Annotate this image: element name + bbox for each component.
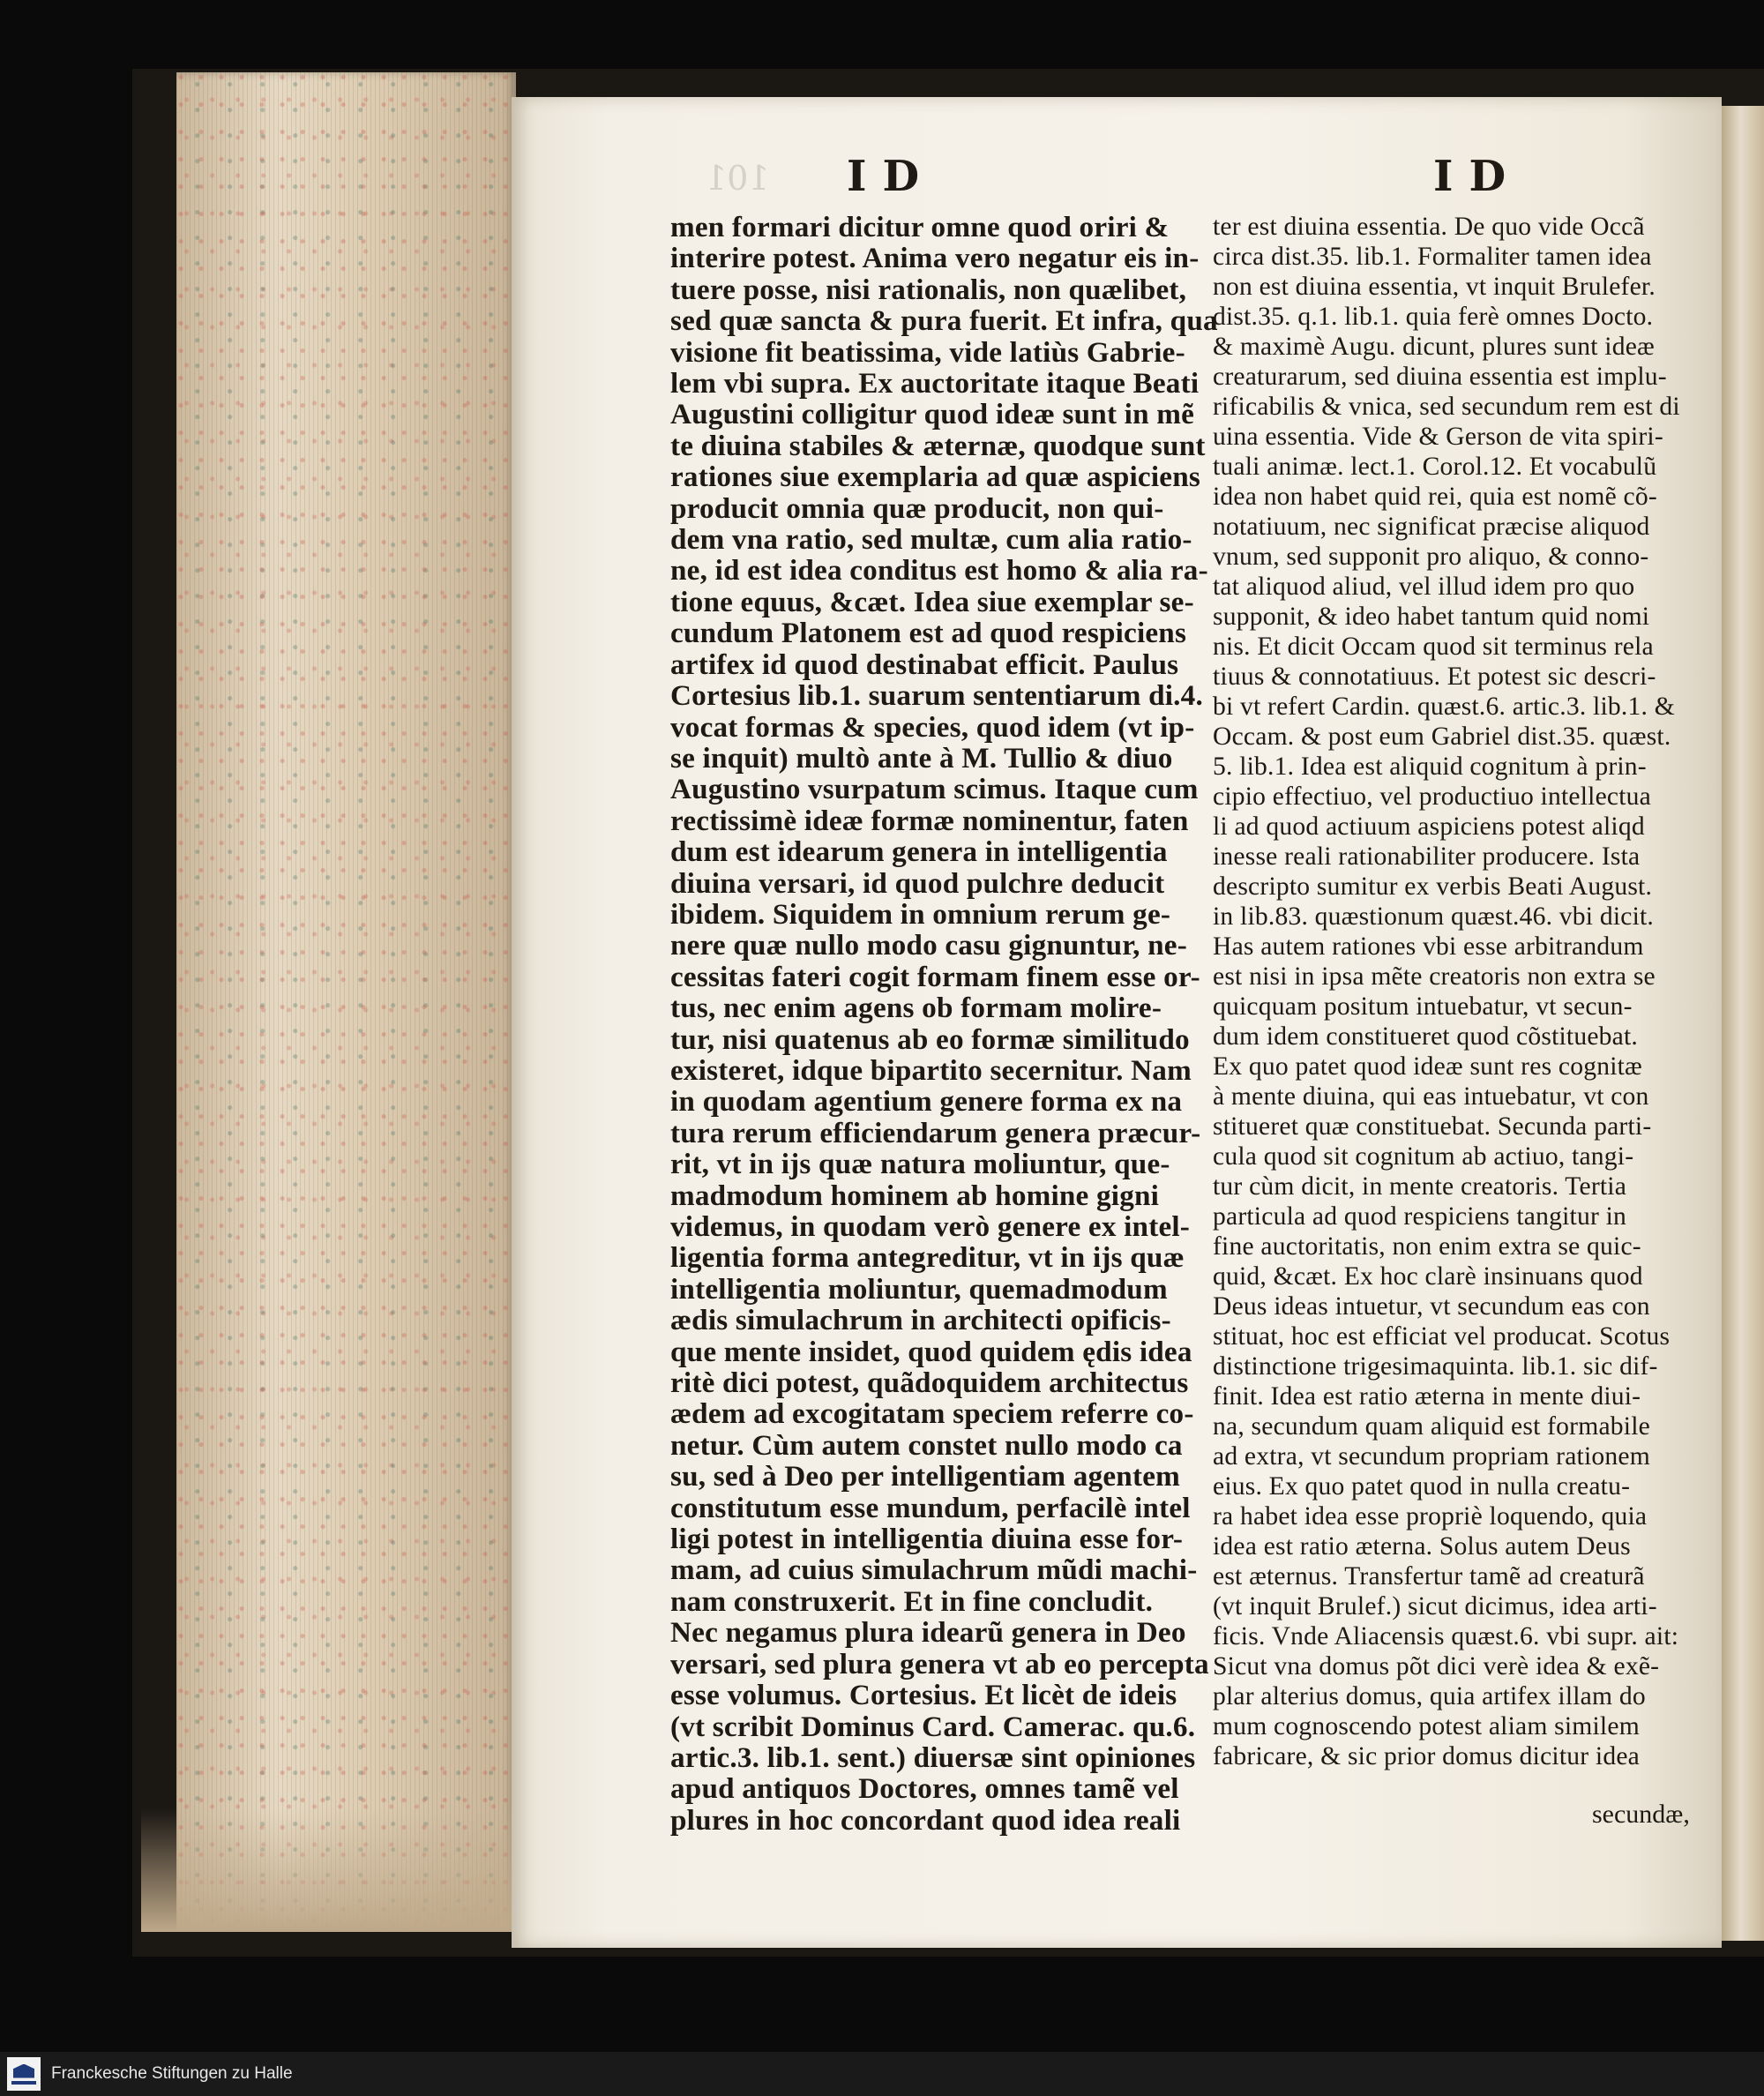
- left-column-line: lem vbi supra. Ex auctoritate itaque Beati: [670, 367, 1200, 400]
- left-column-line: diuina versari, id quod pulchre deducit: [670, 866, 1165, 900]
- left-column-line: tus, nec enim agens ob formam molire-: [670, 992, 1162, 1025]
- left-column-line: apud antiquos Doctores, omnes tamẽ vel: [670, 1772, 1179, 1806]
- text-column-left: [670, 211, 1218, 1837]
- left-column-line: tura rerum efficiendarum genera præcur-: [670, 1116, 1201, 1149]
- right-column-line: quid, &cæt. Ex hoc clarè insinuans quod: [1213, 1262, 1643, 1291]
- left-column-line: constitutum esse mundum, perfacilè intel: [670, 1491, 1191, 1524]
- right-column-line: Sicut vna domus põt dici verè idea & exẽ-: [1213, 1652, 1660, 1681]
- left-column-line: mam, ad cuius simulachrum mũdi machi-: [670, 1553, 1198, 1587]
- right-column-line: distinctione trigesimaquinta. lib.1. sic dif-: [1213, 1352, 1658, 1381]
- right-column-line: fabricare, & sic prior domus dicitur idea: [1213, 1742, 1640, 1770]
- right-column-line: circa dist.35. lib.1. Formaliter tamen idea: [1213, 243, 1652, 271]
- left-column-line: madmodum hominem ab homine gigni: [670, 1179, 1160, 1212]
- page-edges-lower: [141, 1808, 512, 1932]
- right-column-line: ter est diuina essentia. De quo vide Occã: [1213, 213, 1645, 241]
- right-column-line: particula ad quod respiciens tangitur in: [1213, 1202, 1627, 1231]
- right-column-line: ficis. Vnde Aliacensis quæst.6. vbi supr. ait:: [1213, 1622, 1679, 1651]
- right-column-line: idea est ratio æterna. Solus autem Deus: [1213, 1532, 1631, 1561]
- left-column-line: netur. Cùm autem constet nullo modo ca: [670, 1428, 1183, 1462]
- left-column-line: nam construxerit. Et in fine concludit.: [670, 1584, 1154, 1618]
- right-column-line: tur cùm dicit, in mente creatoris. Tertia: [1213, 1172, 1627, 1201]
- right-column-line: Has autem rationes vbi esse arbitrandum: [1213, 932, 1644, 961]
- left-column-line: videmus, in quodam verò genere ex intel-: [670, 1210, 1191, 1243]
- left-column-line: existeret, idque bipartito secernitur. Nam: [670, 1053, 1192, 1087]
- left-column-line: ligi potest in intelligentia diuina esse for-: [670, 1523, 1184, 1556]
- right-column-line: fine auctoritatis, non enim extra se quic-: [1213, 1232, 1641, 1261]
- right-column-line: Ex quo patet quod ideæ sunt res cognitæ: [1213, 1052, 1642, 1081]
- left-column-line: Augustino vsurpatum scimus. Itaque cum: [670, 773, 1199, 806]
- left-column-line: intelligentia moliuntur, quemadmodum: [670, 1272, 1168, 1306]
- left-column-line: artic.3. lib.1. sent.) diuersæ sint opiniones: [670, 1740, 1196, 1774]
- right-column-line: est nisi in ipsa mẽte creatoris non extra se: [1213, 962, 1656, 991]
- right-column-line: stituat, hoc est efficiat vel producat. Scotus: [1213, 1322, 1671, 1351]
- right-column-line: ad extra, vt secundum propriam rationem: [1213, 1442, 1650, 1471]
- left-column-line: interire potest. Anima vero negatur eis in-: [670, 242, 1200, 275]
- right-column-line: li ad quod actiuum aspiciens potest aliqd: [1213, 812, 1645, 841]
- left-column-line: producit omnia quæ producit, non qui-: [670, 491, 1164, 525]
- right-column-line: in lib.83. quæstionum quæst.46. vbi dicit.: [1213, 902, 1655, 931]
- right-column-line: & maximè Augu. dicunt, plures sunt ideæ: [1213, 333, 1655, 361]
- left-column-line: te diuina stabiles & æternæ, quodque sunt: [670, 429, 1206, 462]
- left-column-line: dum est idearum genera in intelligentia: [670, 835, 1168, 869]
- left-column-line: plures in hoc concordant quod idea reali: [670, 1803, 1181, 1837]
- right-column-line: vnum, sed supponit pro aliquo, & conno-: [1213, 543, 1649, 571]
- right-column-line: cipio effectiuo, vel productiuo intellectua: [1213, 782, 1651, 811]
- left-column-line: cessitas fateri cogit formam finem esse or-: [670, 960, 1200, 993]
- right-column-line: descripto sumitur ex verbis Beati August.: [1213, 872, 1653, 901]
- show-through-page-number: 101: [706, 159, 770, 198]
- right-column-line: na, secundum quam aliquid est formabile: [1213, 1412, 1650, 1441]
- francke-foundations-logo-icon: [7, 2057, 41, 2091]
- right-column-line: à mente diuina, qui eas intuebatur, vt con: [1213, 1082, 1649, 1111]
- left-column-line: Nec negamus plura idearũ genera in Deo: [670, 1616, 1186, 1650]
- right-column-line: finit. Idea est ratio æterna in mente diui-: [1213, 1382, 1641, 1411]
- running-head-right: ID: [1433, 152, 1522, 201]
- right-column-line: Occam. & post eum Gabriel dist.35. quæst.: [1213, 722, 1671, 751]
- left-column-line: versari, sed plura genera vt ab eo percepta: [670, 1647, 1209, 1681]
- right-column-line: rificabilis & vnica, sed secundum rem est di: [1213, 393, 1680, 421]
- right-column-line: (vt inquit Brulef.) sicut dicimus, idea arti-: [1213, 1592, 1657, 1621]
- left-column-line: ne, id est idea conditus est homo & alia ra-: [670, 554, 1208, 588]
- left-column-line: tuere posse, nisi rationalis, non quælibet,: [670, 273, 1187, 306]
- right-column-line: quicquam positum intuebatur, vt secun-: [1213, 992, 1633, 1021]
- left-column-line: rationes siue exemplaria ad quæ aspiciens: [670, 460, 1200, 494]
- right-column-line: eius. Ex quo patet quod in nulla creatu-: [1213, 1472, 1631, 1501]
- right-column-line: stitueret quæ constituebat. Secunda parti-: [1213, 1112, 1652, 1141]
- right-column-line: inesse reali rationabiliter producere. Ista: [1213, 842, 1641, 871]
- right-column-line: cula quod sit cognitum ab actiuo, tangi-: [1213, 1142, 1634, 1171]
- left-column-line: vocat formas & species, quod idem (vt ip-: [670, 710, 1195, 744]
- left-column-line: esse volumus. Cortesius. Et licèt de ideis: [670, 1679, 1177, 1712]
- left-column-line: artifex id quod destinabat efficit. Paulus: [670, 648, 1179, 681]
- left-column-line: se inquit) multò ante à M. Tullio & diuo: [670, 741, 1173, 775]
- institution-name: Franckesche Stiftungen zu Halle: [51, 2064, 293, 2083]
- right-column-line: 5. lib.1. Idea est aliquid cognitum à prin-: [1213, 752, 1647, 781]
- right-column-line: dist.35. q.1. lib.1. quia ferè omnes Docto.: [1213, 303, 1654, 331]
- left-column-line: men formari dicitur omne quod oriri &: [670, 211, 1170, 243]
- left-column-line: ritè dici potest, quãdoquidem architectus: [670, 1366, 1189, 1400]
- left-column-line: sed quæ sancta & pura fuerit. Et infra, qua: [670, 304, 1218, 338]
- page-edges: [176, 72, 516, 1929]
- text-column-right: [1213, 212, 1698, 1771]
- left-column-line: Augustini colligitur quod ideæ sunt in mẽ: [670, 398, 1195, 431]
- right-column-line: tat aliquod aliud, vel illud idem pro quo: [1213, 573, 1635, 601]
- right-column-line: mum cognoscendo potest aliam similem: [1213, 1712, 1640, 1740]
- left-column-line: ligentia forma antegreditur, vt in ijs quæ: [670, 1241, 1185, 1275]
- right-column-line: ra habet idea esse propriè loquendo, quia: [1213, 1502, 1648, 1531]
- left-column-line: rit, vt in ijs quæ natura moliuntur, que-: [670, 1148, 1170, 1181]
- left-column-line: ædis simulachrum in architecti opificis-: [670, 1304, 1171, 1337]
- left-column-line: tione equus, &cæt. Idea siue exemplar se-: [670, 585, 1194, 618]
- right-column-line: nis. Et dicit Occam quod sit terminus rela: [1213, 633, 1654, 661]
- left-column-line: tur, nisi quatenus ab eo formæ similitudo: [670, 1022, 1190, 1056]
- right-column-line: tuali animæ. lect.1. Corol.12. Et vocabulũ: [1213, 453, 1657, 481]
- left-column-line: in quodam agentium genere forma ex na: [670, 1085, 1183, 1119]
- right-column-line: creaturarum, sed diuina essentia est implu-: [1213, 363, 1667, 391]
- left-column-line: dem vna ratio, sed multæ, cum alia ratio-: [670, 523, 1192, 557]
- left-column-line: visione fit beatissima, vide latiùs Gabrie-: [670, 335, 1185, 369]
- right-column-line: supponit, & ideo habet tantum quid nomi: [1213, 603, 1650, 631]
- left-column-line: su, sed à Deo per intelligentiam agentem: [670, 1460, 1180, 1493]
- right-column-line: idea non habet quid rei, quia est nomẽ cõ-: [1213, 483, 1657, 511]
- right-column-line: non est diuina essentia, vt inquit Brulefer.: [1213, 273, 1656, 301]
- right-column-line: dum idem constitueret quod cõstituebat.: [1213, 1022, 1639, 1051]
- left-column-line: rectissimè ideæ formæ nominentur, faten: [670, 804, 1189, 837]
- right-column-line: notatiuum, nec significat præcise aliquod: [1213, 513, 1650, 541]
- right-column-line: est æternus. Transfertur tamẽ ad creaturã: [1213, 1562, 1645, 1591]
- left-column-line: que mente insidet, quod quidem ędis idea: [670, 1335, 1192, 1368]
- right-column-line: plar alterius domus, quia artifex illam do: [1213, 1682, 1646, 1710]
- left-column-line: ædem ad excogitatam speciem referre co-: [670, 1397, 1194, 1431]
- right-column-line: bi vt refert Cardin. quæst.6. artic.3. lib.1. &: [1213, 692, 1675, 721]
- right-column-line: uina essentia. Vide & Gerson de vita spiri-: [1213, 423, 1663, 451]
- catchword: secundæ,: [1592, 1800, 1690, 1829]
- running-head-left: ID: [847, 152, 936, 201]
- right-column-line: Deus ideas intuetur, vt secundum eas con: [1213, 1292, 1650, 1321]
- left-column-line: Cortesius lib.1. suarum sententiarum di.4.: [670, 679, 1203, 713]
- facing-page-edge: [1722, 106, 1764, 1941]
- left-column-line: cundum Platonem est ad quod respiciens: [670, 617, 1187, 650]
- left-column-line: (vt scribit Dominus Card. Camerac. qu.6.: [670, 1710, 1196, 1743]
- left-column-line: nere quæ nullo modo casu gignuntur, ne-: [670, 929, 1187, 962]
- right-column-line: tiuus & connotatiuus. Et potest sic descri-: [1213, 662, 1656, 691]
- footer-bar: [0, 2052, 1764, 2096]
- left-column-line: ibidem. Siquidem in omnium rerum ge-: [670, 897, 1171, 931]
